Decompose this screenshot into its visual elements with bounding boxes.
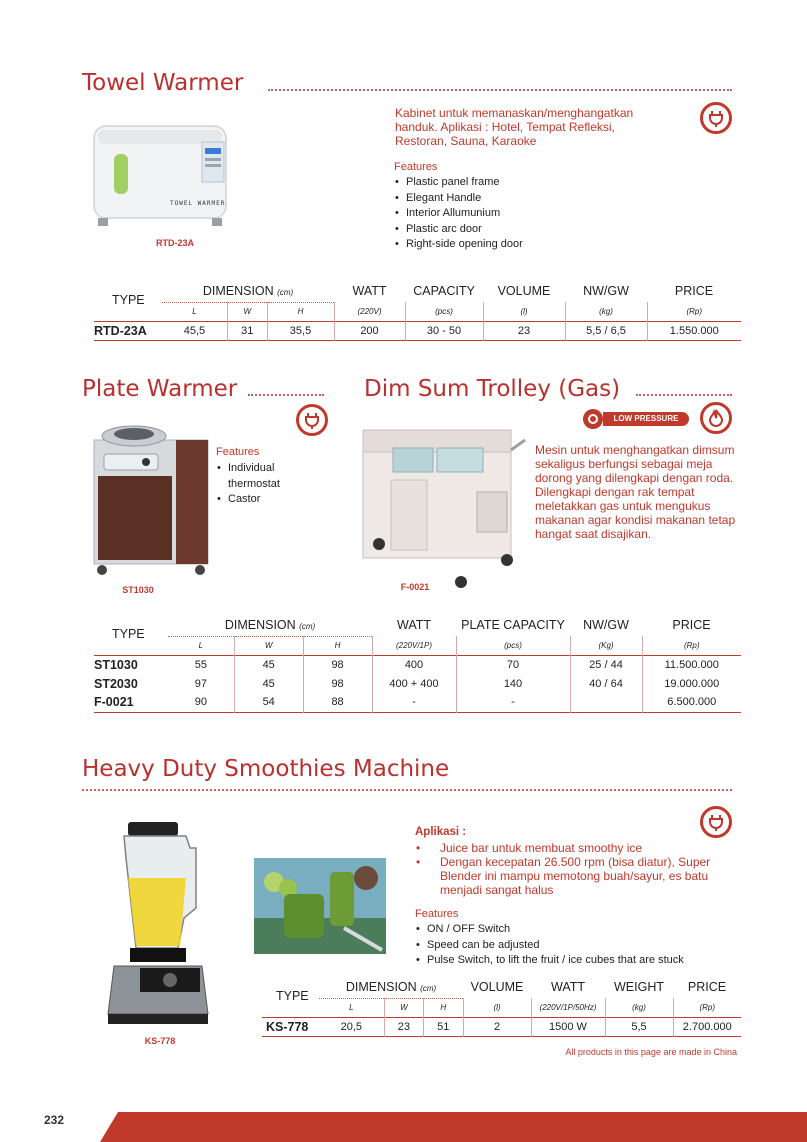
row-price: 19.000.000: [664, 677, 720, 690]
col-capacity: CAPACITY: [413, 284, 475, 298]
col-weight: WEIGHT: [614, 980, 664, 994]
feature-item: • ON / OFF Switch: [415, 922, 735, 938]
row-w: 31: [227, 321, 267, 340]
row-type: ST2030: [94, 676, 138, 691]
row-w: 45: [234, 655, 303, 674]
sub-watt: (220V): [334, 302, 405, 321]
row-price: 2.700.000: [682, 1020, 732, 1033]
sub-nwgw: (kg): [565, 302, 647, 321]
page-number: 232: [44, 1113, 65, 1127]
row-capacity: 70: [456, 655, 570, 674]
gas-flame-icon: [700, 402, 732, 434]
row-weight: 5,5: [605, 1017, 673, 1036]
trolley-caption: F-0021: [400, 582, 430, 592]
feature-item: • Interior Allumunium: [394, 206, 654, 222]
table-row: [94, 321, 741, 340]
towel-title: Towel Warmer: [82, 70, 244, 96]
row-h: 35,5: [267, 321, 334, 340]
smoothie-features-label: Features: [415, 908, 459, 920]
row-l: 97: [168, 674, 234, 693]
row-watt: 400 + 400: [372, 674, 456, 693]
aplikasi-list: [415, 841, 735, 897]
col-watt: WATT: [550, 980, 585, 994]
row-l: 45,5: [162, 321, 227, 340]
row-watt: -: [372, 693, 456, 712]
plate-caption: ST1030: [122, 585, 154, 595]
sub-volume: (l): [463, 998, 531, 1017]
col-watt: WATT: [352, 284, 387, 298]
footer-band: [100, 1112, 807, 1142]
row-watt: 1500 W: [531, 1017, 605, 1036]
sub-volume: (l): [483, 302, 565, 321]
row-l: 20,5: [319, 1017, 384, 1036]
row-l: 90: [168, 693, 234, 712]
title-divider: [268, 89, 732, 91]
col-nwgw: NW/GW: [583, 284, 629, 298]
table-row: [262, 1017, 741, 1036]
feature-item: • Right-side opening door: [394, 237, 654, 253]
row-w: 54: [234, 693, 303, 712]
sub-l: L: [168, 636, 234, 655]
sub-w: W: [227, 302, 267, 321]
trolley-description: Mesin untuk menghangatkan dimsum sekaligus berfungsi sebagai meja dorong yang dilengkapi dengan roda. Dilengkapi dengan rak tempat meletakkan gas untuk mengukus makanan agar kondisi makanan tetap hangat saat disajikan.: [535, 443, 736, 541]
towel-caption: RTD-23A: [155, 238, 194, 248]
low-pressure-badge: [583, 409, 689, 429]
sub-watt: (220V/1P/50Hz): [531, 998, 605, 1017]
aplikasi-item: • Dengan kecepatan 26.500 rpm (bisa diatur), Super Blender ini mampu memotong buah/sayur, es batu menjadi sangat halus: [415, 855, 735, 897]
row-nwgw: 40 / 64: [570, 674, 642, 693]
smoothie-spec-table: [262, 976, 741, 1037]
row-type: RTD-23A: [94, 323, 147, 338]
towel-image-label: TOWEL WARMER: [170, 200, 226, 207]
sub-h: H: [303, 636, 372, 655]
row-watt: 200: [334, 321, 405, 340]
towel-features-label: Features: [394, 161, 438, 173]
title-divider: [82, 789, 732, 791]
gas-regulator-icon: [583, 409, 603, 429]
row-type: KS-778: [266, 1019, 309, 1034]
sub-h: H: [424, 998, 463, 1017]
aplikasi-label: Aplikasi :: [415, 826, 467, 838]
col-price: PRICE: [672, 618, 711, 632]
towel-warmer-image: [92, 124, 228, 232]
row-h: 88: [303, 693, 372, 712]
smoothie-title: Heavy Duty Smoothies Machine: [82, 756, 450, 782]
row-type: F-0021: [94, 695, 134, 710]
col-plate-capacity: PLATE CAPACITY: [461, 618, 565, 632]
row-capacity: 30 - 50: [405, 321, 483, 340]
plate-warmer-image: [90, 420, 212, 576]
row-nwgw: 25 / 44: [570, 655, 642, 674]
sub-nwgw: (Kg): [570, 636, 642, 655]
col-dimension: DIMENSION (cm): [168, 614, 372, 636]
row-price: 6.500.000: [667, 696, 717, 709]
feature-item: • Pulse Switch, to lift the fruit / ice cubes that are stuck: [415, 953, 735, 969]
col-watt: WATT: [396, 618, 431, 632]
feature-item: • Plastic arc door: [394, 222, 654, 238]
col-volume: VOLUME: [470, 980, 524, 994]
title-divider: [248, 394, 324, 396]
feature-item: • Elegant Handle: [394, 191, 654, 207]
towel-features-list: [394, 175, 654, 253]
row-nwgw: 5,5 / 6,5: [565, 321, 647, 340]
feature-item: • Speed can be adjusted: [415, 938, 735, 954]
row-price: 11.500.000: [664, 658, 719, 671]
sub-price: (Rp): [699, 1002, 716, 1012]
smoothie-photo: [254, 858, 386, 954]
aplikasi-item: • Juice bar untuk membuat smoothy ice: [415, 841, 735, 855]
col-volume: VOLUME: [497, 284, 551, 298]
row-price: 1.550.000: [669, 324, 719, 337]
row-nwgw: [570, 693, 642, 712]
electric-plug-icon: [700, 806, 732, 838]
table-row: [94, 655, 741, 674]
col-dimension: DIMENSION (cm): [319, 976, 463, 998]
sub-watt: (220V/1P): [372, 636, 456, 655]
col-type: TYPE: [112, 293, 145, 308]
col-dimension: DIMENSION (cm): [162, 280, 334, 302]
col-nwgw: NW/GW: [583, 618, 629, 632]
feature-item: • Individual thermostat: [216, 461, 320, 492]
electric-plug-icon: [700, 102, 732, 134]
towel-description: Kabinet untuk memanaskan/menghangatkan handuk. Aplikasi : Hotel, Tempat Refleksi, Restoran, Sauna, Karaoke: [395, 106, 634, 148]
blender-caption: KS-778: [144, 1036, 176, 1046]
table-row: [94, 693, 741, 712]
sub-w: W: [234, 636, 303, 655]
towel-spec-table: [94, 280, 741, 341]
blender-image: [104, 818, 214, 1030]
sub-l: L: [319, 998, 384, 1017]
row-l: 55: [168, 655, 234, 674]
title-divider: [636, 394, 732, 396]
feature-item: • Plastic panel frame: [394, 175, 654, 191]
plate-features-list: [216, 461, 320, 508]
smoothie-features-list: [415, 922, 735, 969]
sub-capacity: (pcs): [456, 636, 570, 655]
col-type: TYPE: [112, 627, 145, 642]
plate-spec-table: [94, 614, 741, 713]
made-in-note: All products in this page are made in China: [565, 1047, 737, 1057]
badge-label: LOW PRESSURE: [603, 412, 689, 426]
col-price: PRICE: [674, 284, 714, 298]
row-watt: 400: [372, 655, 456, 674]
row-h: 98: [303, 674, 372, 693]
electric-plug-icon: [296, 404, 328, 436]
row-h: 98: [303, 655, 372, 674]
row-w: 45: [234, 674, 303, 693]
row-volume: 2: [463, 1017, 531, 1036]
col-price: PRICE: [687, 980, 727, 994]
sub-h: H: [267, 302, 334, 321]
row-volume: 23: [483, 321, 565, 340]
row-capacity: -: [456, 693, 570, 712]
sub-w: W: [384, 998, 423, 1017]
sub-l: L: [162, 302, 227, 321]
row-h: 51: [424, 1017, 463, 1036]
col-type: TYPE: [276, 989, 309, 1004]
feature-item: • Castor: [216, 492, 320, 508]
sub-weight: (kg): [605, 998, 673, 1017]
sub-price: (Rp): [686, 306, 703, 316]
plate-title: Plate Warmer: [82, 376, 238, 402]
sub-capacity: (pcs): [405, 302, 483, 321]
sub-price: (Rp): [683, 640, 700, 650]
row-type: ST1030: [94, 657, 138, 672]
plate-features-label: Features: [216, 446, 260, 458]
trolley-title: Dim Sum Trolley (Gas): [364, 376, 621, 402]
row-w: 23: [384, 1017, 423, 1036]
table-row: [94, 674, 741, 693]
trolley-image: [357, 420, 527, 588]
row-capacity: 140: [456, 674, 570, 693]
